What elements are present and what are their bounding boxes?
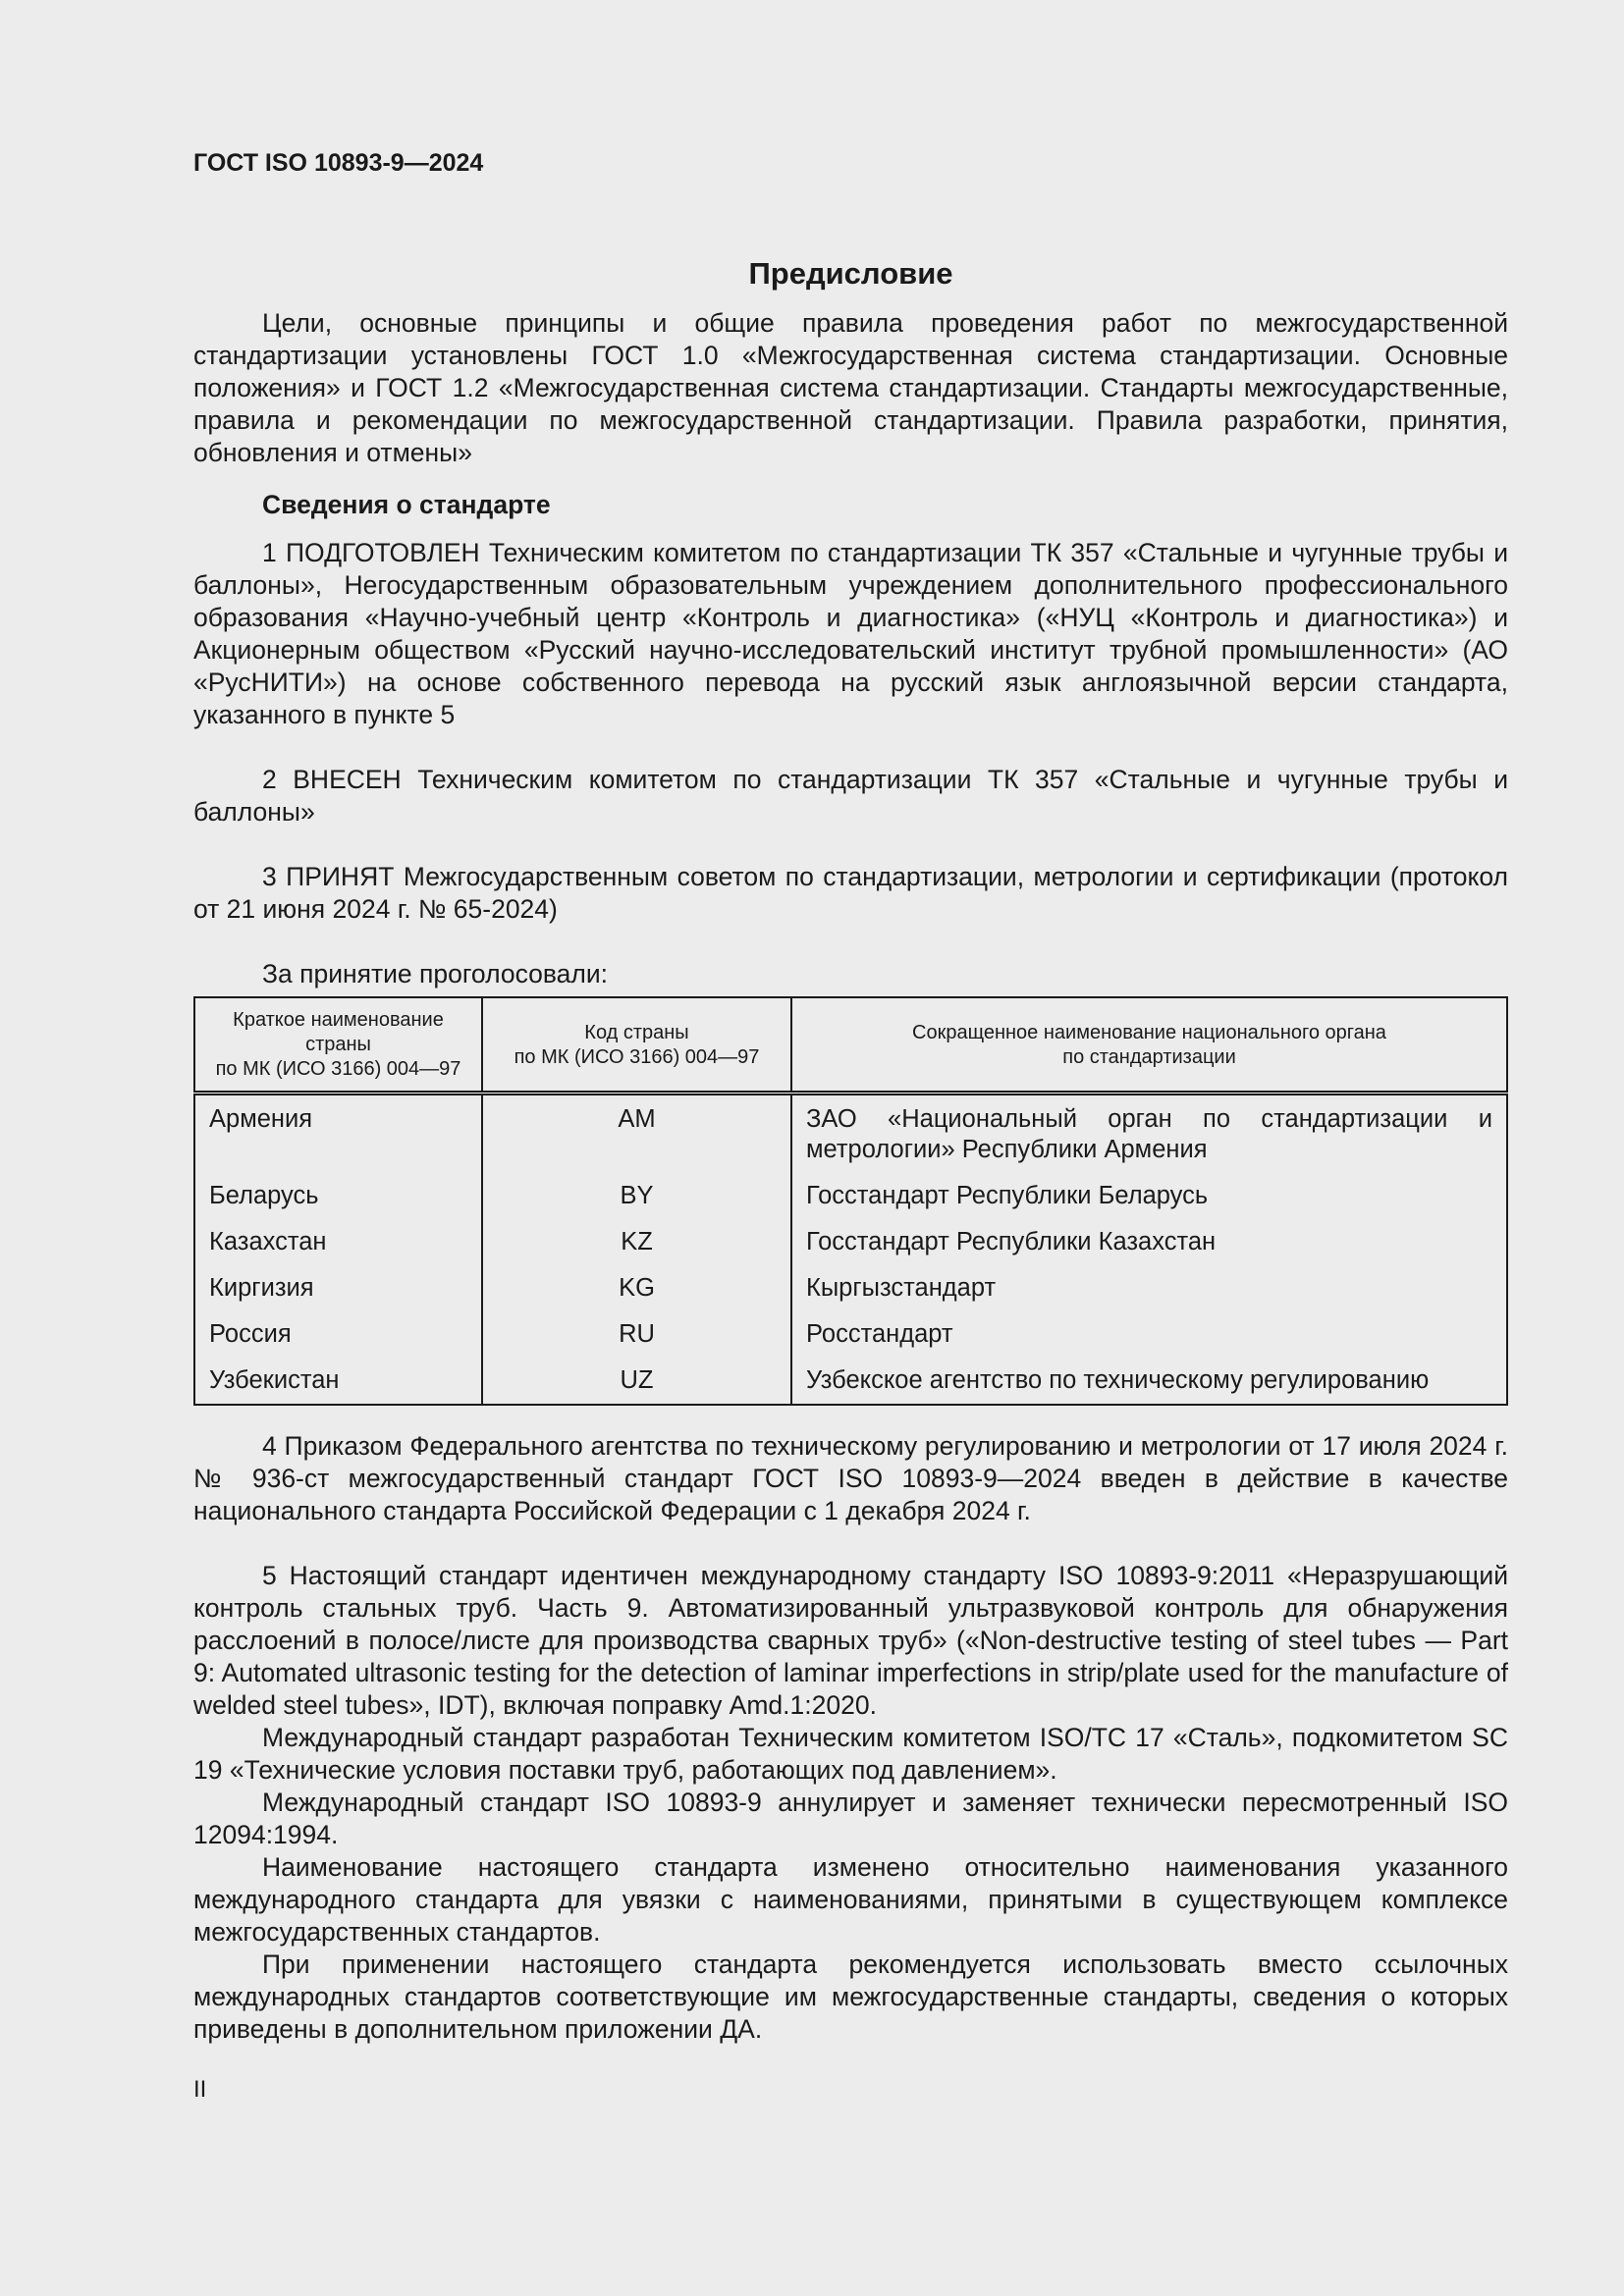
cell-code: UZ <box>482 1365 791 1405</box>
section-heading: Сведения о стандарте <box>262 490 551 519</box>
item-adopted: 3 ПРИНЯТ Межгосударственным советом по стандартизации, метрологии и сертификации (протокол от 21 июня 2024 г. № 65-2024) <box>193 862 1508 924</box>
page-title: Предисловие <box>748 256 953 291</box>
table-row <box>194 1227 1507 1273</box>
table-row <box>194 1319 1507 1365</box>
cell-country: Узбекистан <box>209 1366 340 1394</box>
item-identical: 5 Настоящий стандарт идентичен международному стандарту ISO 10893-9:2011 «Неразрушающий контроль стальных труб. Часть 9. Автоматизированный ультразвуковой контроль для обнаружения расслоений в полосе/листе для производства сварных труб» («Non-destructive testing of steel tubes — Part 9: Automated ultrasonic testing for the detection of laminar imperfections in strip/plate used for the manufacture of welded steel tubes», IDT), включая поправку Amd.1:2020. <box>193 1561 1508 1720</box>
voted-label: За принятие проголосовали: <box>262 959 609 988</box>
cell-country: Казахстан <box>209 1228 327 1255</box>
cell-country: Беларусь <box>209 1182 319 1209</box>
header-line: Сокращенное наименование национального органа <box>912 1021 1386 1043</box>
item-developed: Международный стандарт разработан Техническим комитетом ISO/TC 17 «Сталь», подкомитетом SC 19 «Технические условия поставки труб, работающих под давлением». <box>193 1723 1508 1785</box>
header-country-code <box>482 997 791 1094</box>
cell-body: Узбекское агентство по техническому регулированию <box>791 1365 1507 1405</box>
item-application: При применении настоящего стандарта рекомендуется использовать вместо ссылочных международных стандартов соответствующие им межгосударственные стандарты, сведения о которых приведены в дополнительном приложении ДА. <box>193 1949 1508 2044</box>
cell-code: KZ <box>482 1227 791 1273</box>
cell-code: RU <box>482 1319 791 1365</box>
cell-body: ЗАО «Национальный орган по стандартизации и метрологии» Республики Армения <box>791 1094 1507 1182</box>
cell-body: Госстандарт Республики Казахстан <box>791 1227 1507 1273</box>
document-header: ГОСТ ISO 10893-9—2024 <box>193 149 484 177</box>
header-line: по МК (ИСО 3166) 004—97 <box>514 1045 760 1068</box>
item-prepared: 1 ПОДГОТОВЛЕН Техническим комитетом по стандартизации ТК 357 «Стальные и чугунные трубы и баллоны», Негосударственным образовательным учреждением дополнительного профессионального образования «Научно-учебный центр «Контроль и диагностика» («НУЦ «Контроль и диагностика») и Акционерным обществом «Русский научно-исследовательский институт трубной промышленности» (АО «РусНИТИ») на основе собственного перевода на русский язык англоязычной версии стандарта, указанного в пункте 5 <box>193 538 1508 729</box>
intro-paragraph: Цели, основные принципы и общие правила проведения работ по межгосударственной стандартизации установлены ГОСТ 1.0 «Межгосударственная система стандартизации. Основные положения» и ГОСТ 1.2 «Межгосударственная система стандартизации. Стандарты межгосударственные, правила и рекомендации по межгосударственной стандартизации. Правила разработки, принятия, обновления и отмены» <box>193 308 1508 467</box>
voting-table <box>193 996 1508 1406</box>
cell-country: Киргизия <box>209 1274 314 1302</box>
header-national-body <box>791 997 1507 1094</box>
table-row <box>194 1365 1507 1405</box>
header-line: по стандартизации <box>1062 1045 1236 1068</box>
cell-code: BY <box>482 1181 791 1227</box>
cell-body: Госстандарт Республики Беларусь <box>791 1181 1507 1227</box>
header-line: Краткое наименование страны <box>233 1009 444 1055</box>
header-line: Код страны <box>584 1021 689 1043</box>
cell-body: Кыргызстандарт <box>791 1273 1507 1319</box>
cell-body: Росстандарт <box>791 1319 1507 1365</box>
item-replaces: Международный стандарт ISO 10893-9 аннулирует и заменяет технически пересмотренный ISO 12094:1994. <box>193 1788 1508 1849</box>
item-order: 4 Приказом Федерального агентства по техническому регулированию и метрологии от 17 июля 2024 г. № 936-ст межгосударственный стандарт ГОСТ ISO 10893-9—2024 введен в действие в качестве национального стандарта Российской Федерации с 1 декабря 2024 г. <box>193 1431 1508 1525</box>
cell-code: KG <box>482 1273 791 1319</box>
cell-country: Россия <box>209 1320 292 1348</box>
table-row <box>194 1181 1507 1227</box>
table-row <box>194 1273 1507 1319</box>
table-row <box>194 1094 1507 1182</box>
table-header-row <box>194 997 1507 1094</box>
cell-code: AM <box>482 1094 791 1182</box>
item-introduced: 2 ВНЕСЕН Техническим комитетом по стандартизации ТК 357 «Стальные и чугунные трубы и баллоны» <box>193 765 1508 827</box>
page-number: II <box>193 2076 207 2103</box>
item-name-changed: Наименование настоящего стандарта изменено относительно наименования указанного международного стандарта для увязки с наименованиями, принятыми в существующем комплексе межгосударственных стандартов. <box>193 1852 1508 1947</box>
header-line: по МК (ИСО 3166) 004—97 <box>215 1058 461 1080</box>
cell-country: Армения <box>209 1105 313 1133</box>
page-content <box>193 147 1508 2046</box>
header-country-name <box>194 997 482 1094</box>
